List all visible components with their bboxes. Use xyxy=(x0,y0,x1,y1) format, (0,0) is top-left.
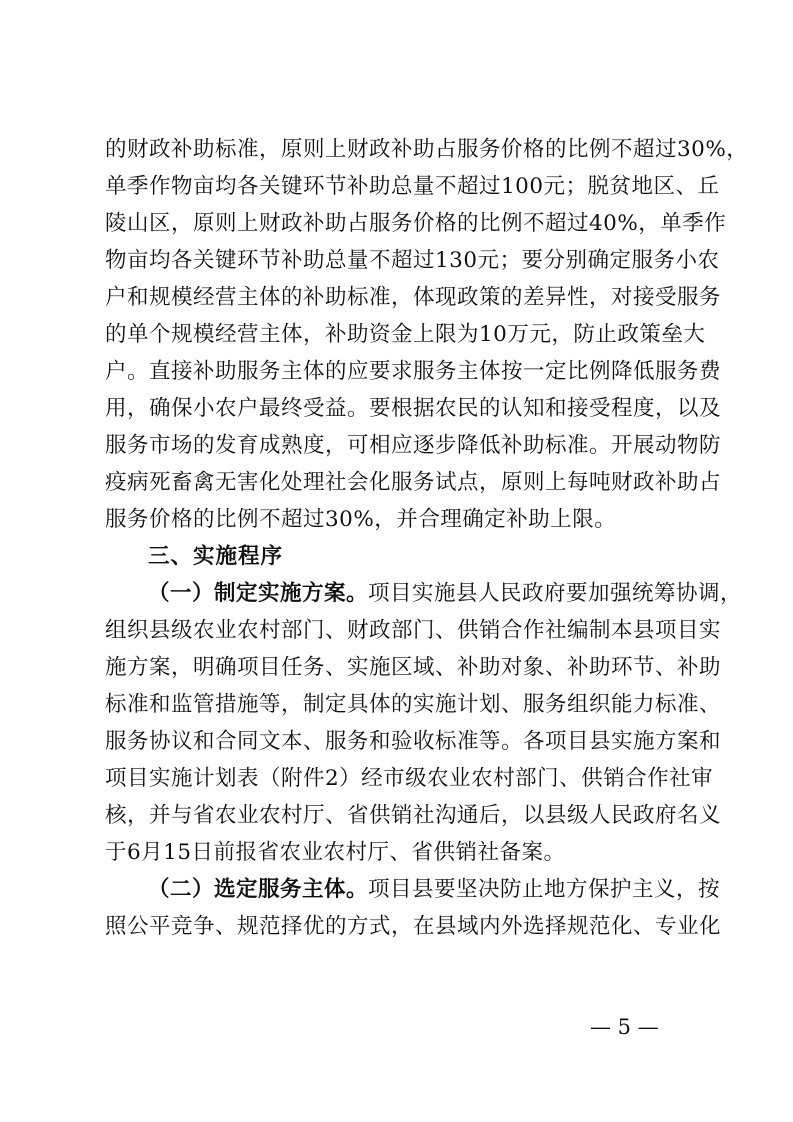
subsection-lead: （二）选定服务主体。 xyxy=(148,877,369,902)
text-line xyxy=(105,871,721,908)
text-line: 服务价格的比例不超过30%，并合理确定补助上限。 xyxy=(105,507,617,532)
section-heading-implementation: 三、实施程序 xyxy=(148,544,284,569)
paragraph-subsidy-standards xyxy=(105,131,749,538)
text-line: 标准和监管措施等，制定具体的实施计划、服务组织能力标准、 xyxy=(105,692,722,717)
text-run: 项目实施县人民政府要加强统筹协调， xyxy=(368,581,743,606)
text-line xyxy=(105,575,743,612)
subsection-lead: （一）制定实施方案。 xyxy=(148,581,369,606)
text-line: 户。直接补助服务主体的应要求服务主体按一定比例降低服务费 xyxy=(105,359,722,384)
text-run: 项目县要坚决防止地方保护主义，按 xyxy=(368,877,721,902)
page-number: — 5 — xyxy=(590,1015,659,1039)
text-line: 陵山区，原则上财政补助占服务价格的比例不超过40%，单季作 xyxy=(105,211,727,236)
text-line: 的单个规模经营主体，补助资金上限为10万元，防止政策垒大 xyxy=(105,322,706,347)
text-line: 物亩均各关键环节补助总量不超过130元；要分别确定服务小农 xyxy=(105,248,720,273)
text-line: 户和规模经营主体的补助标准，体现政策的差异性，对接受服务 xyxy=(105,285,722,310)
text-line: 施方案，明确项目任务、实施区域、补助对象、补助环节、补助 xyxy=(105,655,722,680)
document-body xyxy=(105,131,749,945)
text-line: 核，并与省农业农村厅、省供销社沟通后，以县级人民政府名义 xyxy=(105,803,722,828)
paragraph-service-provider-selection xyxy=(105,871,722,945)
text-line: 的财政补助标准，原则上财政补助占服务价格的比例不超过30%， xyxy=(105,137,749,162)
text-line: 服务协议和合同文本、服务和验收标准等。各项目县实施方案和 xyxy=(105,729,722,754)
text-line: 照公平竞争、规范择优的方式，在县域内外选择规范化、专业化 xyxy=(105,914,722,939)
text-line: 于6月15日前报省农业农村厅、省供销社备案。 xyxy=(105,840,566,865)
text-line: 服务市场的发育成熟度，可相应逐步降低补助标准。开展动物防 xyxy=(105,433,722,458)
text-line: 项目实施计划表（附件2）经市级农业农村部门、供销合作社审 xyxy=(105,766,714,791)
text-line: 单季作物亩均各关键环节补助总量不超过100元；脱贫地区、丘 xyxy=(105,174,720,199)
text-line: 组织县级农业农村部门、财政部门、供销合作社编制本县项目实 xyxy=(105,618,722,643)
paragraph-implementation-plan xyxy=(105,575,743,871)
text-line: 疫病死畜禽无害化处理社会化服务试点，原则上每吨财政补助占 xyxy=(105,470,722,495)
text-line: 用，确保小农户最终受益。要根据农民的认知和接受程度，以及 xyxy=(105,396,722,421)
